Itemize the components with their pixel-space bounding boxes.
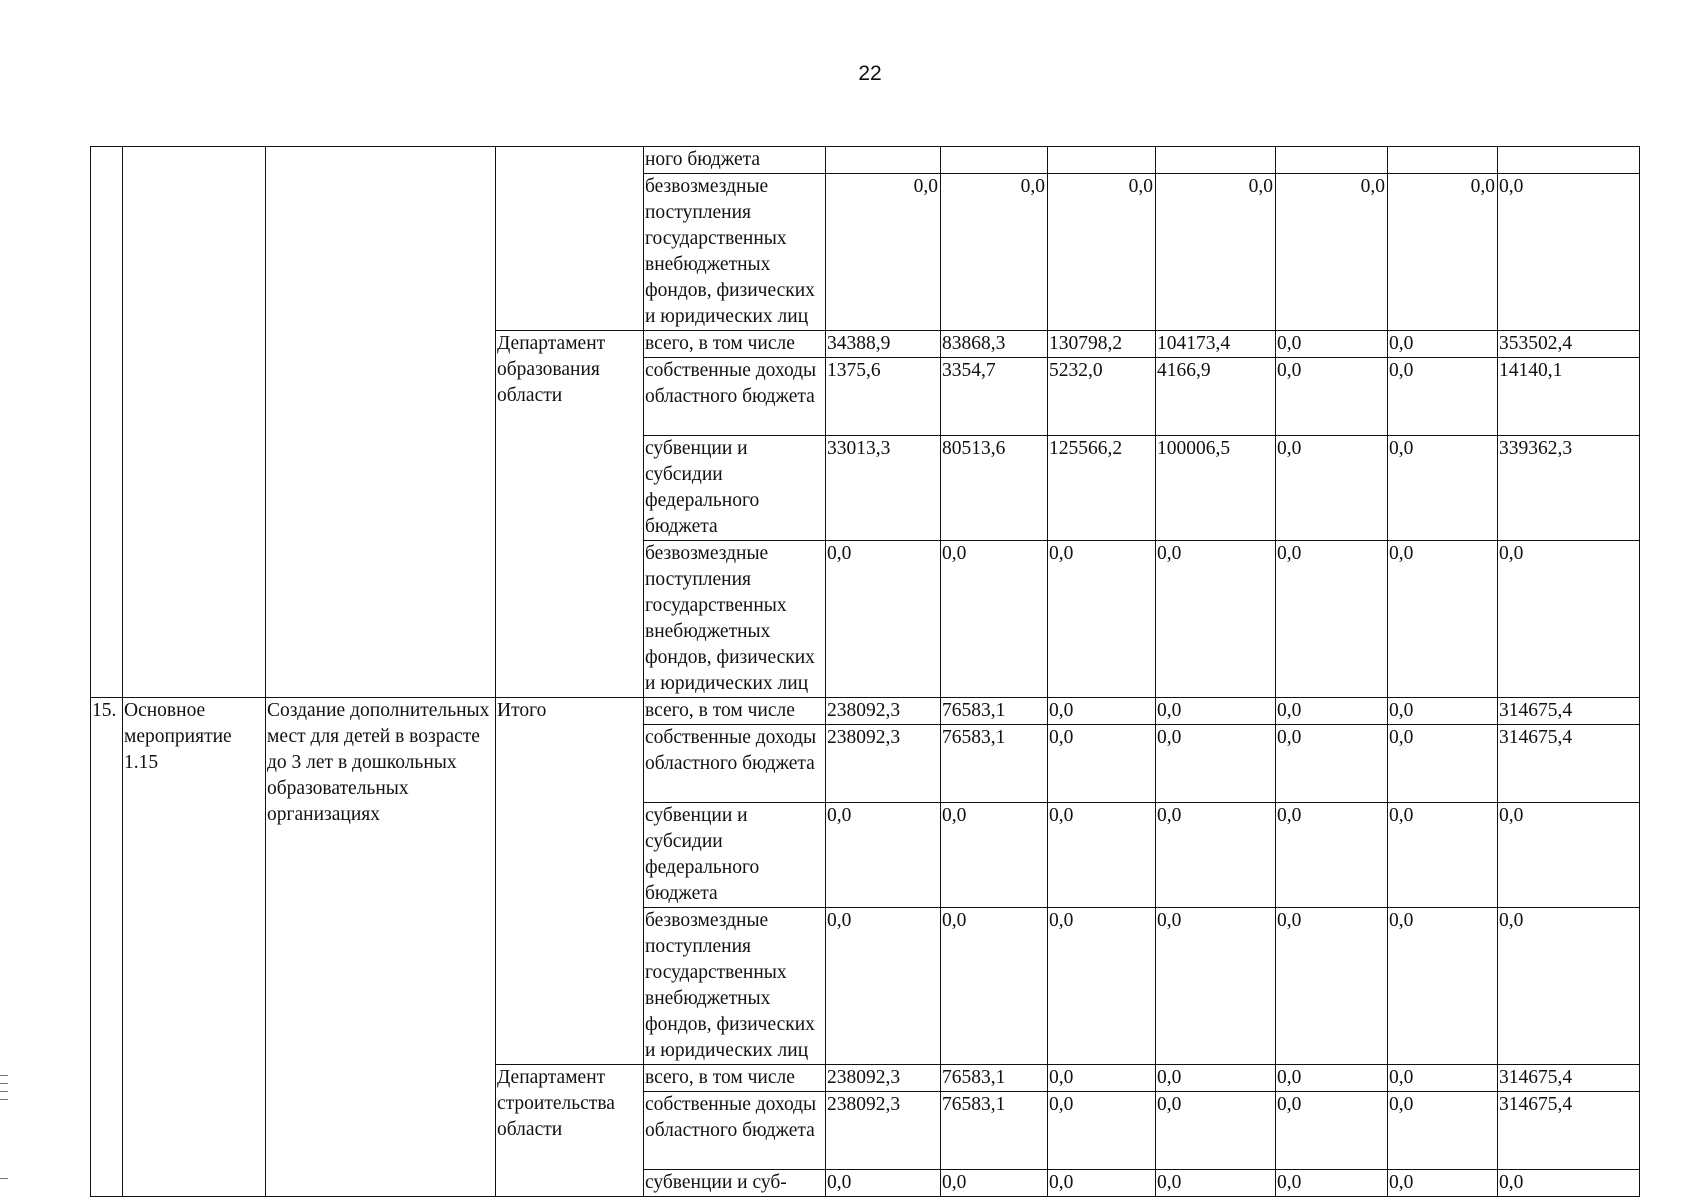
value-cell: 0,0	[1276, 698, 1388, 725]
value-cell: 0,0	[1048, 541, 1156, 698]
binding-mark	[0, 1178, 8, 1179]
executor-cell: Итого	[496, 698, 644, 1065]
value-cell: 0,0	[826, 174, 941, 331]
value-cell: 0,0	[1156, 174, 1276, 331]
binding-mark	[0, 1099, 8, 1100]
value-cell: 130798,2	[1048, 331, 1156, 358]
value-cell: 0,0	[1156, 698, 1276, 725]
value-cell	[826, 147, 941, 174]
value-cell: 0,0	[1048, 174, 1156, 331]
value-cell: 0,0	[1388, 698, 1498, 725]
value-cell: 0,0	[1156, 803, 1276, 908]
funding-source: всего, в том числе	[644, 331, 826, 358]
value-cell	[941, 147, 1048, 174]
value-cell: 0,0	[1048, 725, 1156, 803]
value-cell: 0,0	[826, 541, 941, 698]
value-cell: 125566,2	[1048, 436, 1156, 541]
funding-source: всего, в том числе	[644, 1065, 826, 1092]
value-cell: 0,0	[941, 803, 1048, 908]
event-cell: Основное мероприятие 1.15	[123, 698, 266, 1197]
table-row	[91, 147, 1640, 174]
value-cell: 0,0	[1048, 698, 1156, 725]
value-cell: 104173,4	[1156, 331, 1276, 358]
value-cell: 0,0	[1276, 331, 1388, 358]
event-cell	[123, 147, 266, 698]
value-cell: 0,0	[1048, 908, 1156, 1065]
value-cell: 0,0	[1388, 436, 1498, 541]
value-cell	[1388, 147, 1498, 174]
value-cell: 0,0	[826, 908, 941, 1065]
value-cell: 3354,7	[941, 358, 1048, 436]
value-cell: 0,0	[1048, 1065, 1156, 1092]
funding-source: субвенции и суб-	[644, 1170, 826, 1197]
executor-cell: Департамент строительства области	[496, 1065, 644, 1197]
value-cell	[1048, 147, 1156, 174]
value-cell: 0,0	[1276, 1092, 1388, 1170]
value-cell: 76583,1	[941, 725, 1048, 803]
value-cell: 0,0	[1156, 541, 1276, 698]
funding-source: безвозмездные поступления государственных внебюджетных фондов, физических и юридических лиц	[644, 541, 826, 698]
funding-source: безвозмездные поступления государственных внебюджетных фондов, физических и юридических лиц	[644, 908, 826, 1065]
value-cell: 0,0	[1276, 1170, 1388, 1197]
value-cell: 0,0	[1388, 1170, 1498, 1197]
value-cell	[1156, 147, 1276, 174]
value-cell: 34388,9	[826, 331, 941, 358]
value-cell: 0,0	[941, 1170, 1048, 1197]
value-cell: 0,0	[1276, 436, 1388, 541]
value-cell: 0,0	[1048, 803, 1156, 908]
value-cell	[1276, 147, 1388, 174]
total-cell	[1498, 147, 1640, 174]
funding-source: собственные доходы областного бюджета	[644, 358, 826, 436]
executor-cell	[496, 147, 644, 331]
total-cell: 314675,4	[1498, 1065, 1640, 1092]
value-cell: 0,0	[1156, 1170, 1276, 1197]
value-cell: 0,0	[1156, 908, 1276, 1065]
value-cell: 0,0	[941, 174, 1048, 331]
value-cell: 0,0	[1276, 725, 1388, 803]
value-cell: 1375,6	[826, 358, 941, 436]
value-cell: 0,0	[826, 803, 941, 908]
value-cell: 80513,6	[941, 436, 1048, 541]
value-cell: 0,0	[1388, 725, 1498, 803]
value-cell: 238092,3	[826, 1092, 941, 1170]
total-cell: 0,0	[1498, 541, 1640, 698]
value-cell: 76583,1	[941, 698, 1048, 725]
value-cell: 33013,3	[826, 436, 941, 541]
table-row	[91, 698, 1640, 725]
value-cell: 0,0	[1048, 1170, 1156, 1197]
value-cell: 0,0	[1276, 1065, 1388, 1092]
number-cell	[91, 147, 123, 698]
value-cell: 0,0	[1156, 1092, 1276, 1170]
value-cell: 0,0	[1276, 803, 1388, 908]
value-cell: 0,0	[1276, 908, 1388, 1065]
value-cell: 0,0	[1048, 1092, 1156, 1170]
budget-table	[90, 146, 1640, 1197]
total-cell: 0,0	[1498, 1170, 1640, 1197]
value-cell: 0,0	[1388, 803, 1498, 908]
value-cell: 0,0	[1388, 541, 1498, 698]
binding-mark	[0, 1083, 8, 1084]
value-cell: 0,0	[1388, 331, 1498, 358]
value-cell: 0,0	[1276, 541, 1388, 698]
value-cell: 0,0	[1388, 908, 1498, 1065]
binding-mark	[0, 1091, 8, 1092]
value-cell: 0,0	[1388, 358, 1498, 436]
value-cell: 76583,1	[941, 1092, 1048, 1170]
total-cell: 353502,4	[1498, 331, 1640, 358]
value-cell: 0,0	[826, 1170, 941, 1197]
executor-cell: Департамент образования области	[496, 331, 644, 698]
value-cell: 238092,3	[826, 725, 941, 803]
funding-source: ного бюджета	[644, 147, 826, 174]
value-cell: 4166,9	[1156, 358, 1276, 436]
name-cell	[266, 147, 496, 698]
value-cell: 0,0	[1156, 1065, 1276, 1092]
value-cell: 76583,1	[941, 1065, 1048, 1092]
page-number: 22	[858, 62, 882, 85]
total-cell: 314675,4	[1498, 1092, 1640, 1170]
value-cell: 100006,5	[1156, 436, 1276, 541]
funding-source: всего, в том числе	[644, 698, 826, 725]
funding-source: субвенции и субсидии федерального бюджета	[644, 803, 826, 908]
funding-source: безвозмездные поступления государственных внебюджетных фондов, физических и юридических лиц	[644, 174, 826, 331]
funding-source: собственные доходы областного бюджета	[644, 1092, 826, 1170]
value-cell: 0,0	[941, 541, 1048, 698]
value-cell: 0,0	[1388, 1092, 1498, 1170]
value-cell: 0,0	[1388, 1065, 1498, 1092]
number-cell: 15.	[91, 698, 123, 1197]
value-cell: 0,0	[1388, 174, 1498, 331]
value-cell: 0,0	[1276, 358, 1388, 436]
total-cell: 0,0	[1498, 174, 1640, 331]
value-cell: 0,0	[1276, 174, 1388, 331]
binding-mark	[0, 1075, 8, 1076]
total-cell: 0,0	[1498, 803, 1640, 908]
value-cell: 238092,3	[826, 698, 941, 725]
name-cell: Создание дополнительных мест для детей в возрасте до 3 лет в дошкольных образовательных организациях	[266, 698, 496, 1197]
value-cell: 238092,3	[826, 1065, 941, 1092]
value-cell: 0,0	[1156, 725, 1276, 803]
total-cell: 314675,4	[1498, 725, 1640, 803]
value-cell: 0,0	[941, 908, 1048, 1065]
total-cell: 339362,3	[1498, 436, 1640, 541]
total-cell: 14140,1	[1498, 358, 1640, 436]
total-cell: 0,0	[1498, 908, 1640, 1065]
total-cell: 314675,4	[1498, 698, 1640, 725]
value-cell: 83868,3	[941, 331, 1048, 358]
funding-source: субвенции и субсидии федерального бюджета	[644, 436, 826, 541]
value-cell: 5232,0	[1048, 358, 1156, 436]
funding-source: собственные доходы областного бюджета	[644, 725, 826, 803]
